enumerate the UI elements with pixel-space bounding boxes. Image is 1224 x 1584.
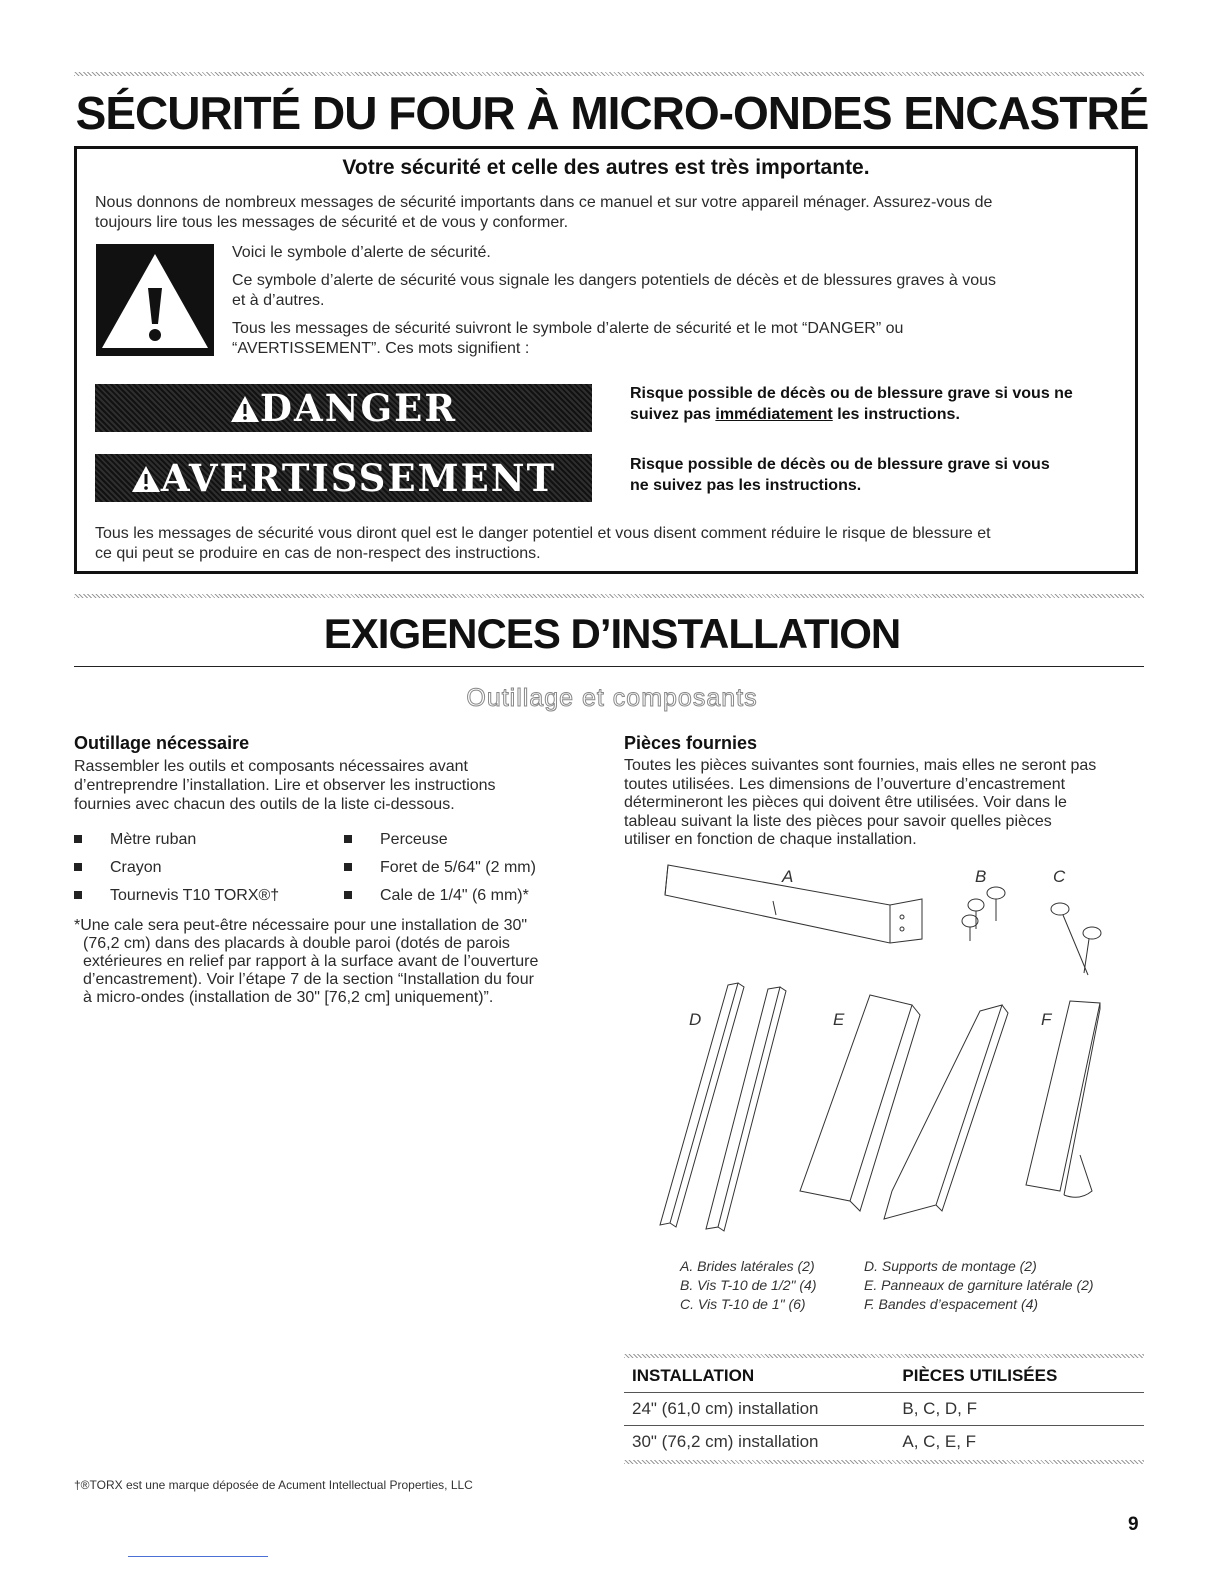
figure-letter-f: F: [1041, 1010, 1052, 1029]
list-item: [344, 826, 536, 854]
figure-letter-d: D: [689, 1010, 702, 1029]
table-cell: 24" (61,0 cm) installation: [624, 1393, 894, 1426]
safety-subtitle: Votre sécurité et celle des autres est très importante.: [342, 156, 870, 179]
parts-intro: [624, 757, 1096, 850]
symbol-desc-line2: et à d’autres.: [232, 292, 325, 309]
warning-desc-line1: Risque possible de décès ou de blessure grave si vous: [630, 456, 1050, 473]
tool-label: Tournevis T10 TORX®†: [110, 887, 280, 904]
safety-outro-line1: Tous les messages de sécurité vous diront quel est le danger potentiel et vous disent comment réduire le risque de blessure et: [95, 525, 991, 542]
list-item: [74, 882, 279, 910]
parts-heading: Pièces fournies: [624, 733, 758, 753]
trim-panels-drawing: [800, 995, 1008, 1219]
caption-line: F. Bandes d’espacement (4): [864, 1296, 1039, 1312]
figure-letter-e: E: [833, 1010, 845, 1029]
footnote-line: à micro-ondes (installation de 30" [76,2 cm] uniquement)”.: [83, 989, 494, 1006]
table-cell: 30" (76,2 cm) installation: [632, 1432, 819, 1451]
list-item: [344, 854, 536, 882]
table-bottom-rule: [624, 1460, 1144, 1464]
danger-banner: [95, 384, 592, 432]
install-subtitle: Outillage et composants: [466, 684, 758, 712]
mounting-supports-drawing: [660, 983, 786, 1231]
danger-desc-part1: suivez pas: [630, 406, 716, 423]
figure-letter-c: C: [1053, 867, 1066, 886]
table-top-rule: [624, 1354, 1144, 1358]
safety-intro-line1: Nous donnons de nombreux messages de sécurité importants dans ce manuel et sur votre appareil ménager. Assurez-vous de: [95, 194, 993, 211]
table-cell: B, C, D, F: [894, 1393, 1144, 1426]
shim-footnote: [74, 917, 538, 1007]
danger-desc-underlined: immédiatement: [715, 406, 833, 423]
symbol-line: Voici le symbole d’alerte de sécurité.: [232, 244, 491, 261]
footnote-line: d’encastrement). Voir l’étape 7 de la section “Installation du four: [83, 971, 534, 988]
safety-intro-line2: toujours lire tous les messages de sécurité et de vous y conformer.: [95, 214, 569, 231]
list-item: [344, 882, 536, 910]
table-row: [624, 1426, 1144, 1459]
list-item: [74, 826, 279, 854]
tools-list-left: [74, 826, 279, 910]
bullet-icon: [74, 891, 82, 899]
caption-line: E. Panneaux de garniture latérale (2): [864, 1277, 1094, 1293]
caption-line: D. Supports de montage (2): [864, 1258, 1037, 1274]
symbol-follow-line1: Tous les messages de sécurité suivront le symbole d’alerte de sécurité et le mot “DANGER” ou: [232, 320, 904, 337]
page-number: 9: [1128, 1514, 1139, 1535]
danger-desc-line2: [630, 405, 960, 424]
parts-table: [624, 1360, 1144, 1458]
figure-letter-a: A: [782, 867, 794, 886]
tools-intro-line: Rassembler les outils et composants nécessaires avant: [74, 758, 468, 775]
install-title-rule: [74, 666, 1144, 667]
tools-list-right: [344, 826, 536, 910]
bullet-icon: [344, 863, 352, 871]
danger-label: DANGER: [259, 386, 458, 430]
bullet-icon: [344, 835, 352, 843]
bullet-icon: [344, 891, 352, 899]
top-dotted-rule: [74, 72, 1144, 76]
caption-line: B. Vis T-10 de 1/2" (4): [680, 1277, 817, 1293]
tool-label: Crayon: [110, 859, 162, 876]
parts-intro-line: utiliser en fonction de chaque installation.: [624, 831, 917, 848]
parts-intro-line: détermineront les pièces qui doivent être utilisées. Voir dans le: [624, 794, 1067, 811]
table-header-row: [624, 1360, 1144, 1393]
tool-label: Foret de 5/64" (2 mm): [380, 859, 536, 876]
safety-title: SÉCURITÉ DU FOUR À MICRO-ONDES ENCASTRÉ: [75, 87, 1149, 139]
table-row: [624, 1393, 1144, 1426]
footnote-line: extérieures en relief par rapport à la surface avant de l’ouverture: [83, 953, 539, 970]
parts-intro-line: Toutes les pièces suivantes sont fournies, mais elles ne seront pas: [624, 757, 1097, 774]
warning-label: AVERTISSEMENT: [160, 456, 557, 500]
danger-desc-part2: les instructions.: [832, 406, 960, 423]
safety-alert-icon: [96, 244, 214, 356]
tools-intro: [74, 757, 496, 814]
install-title: EXIGENCES D’INSTALLATION: [323, 610, 901, 657]
tool-label: Mètre ruban: [110, 831, 197, 848]
danger-desc-line1: Risque possible de décès ou de blessure grave si vous ne: [630, 385, 1073, 402]
bullet-icon: [74, 863, 82, 871]
caption-line: A. Brides latérales (2): [680, 1258, 815, 1274]
safety-outro-line2: ce qui peut se produire en cas de non-respect des instructions.: [95, 545, 541, 562]
alert-triangle-icon: [131, 465, 161, 493]
short-screws-drawing: [962, 887, 1005, 941]
parts-illustration: [640, 855, 1120, 1255]
list-item: [74, 854, 279, 882]
caption-line: C. Vis T-10 de 1" (6): [680, 1296, 806, 1312]
symbol-follow-line2: “AVERTISSEMENT”. Ces mots signifient :: [232, 340, 530, 357]
bullet-icon: [74, 835, 82, 843]
footnote-line: *Une cale sera peut-être nécessaire pour une installation de 30": [74, 917, 528, 934]
bottom-link-rule: [128, 1556, 268, 1557]
table-cell: A, C, E, F: [902, 1432, 977, 1451]
table-header-cell: PIÈCES UTILISÉES: [894, 1360, 1144, 1393]
tool-label: Cale de 1/4" (6 mm)*: [380, 887, 529, 904]
captions-left: [680, 1257, 817, 1314]
tools-intro-line: fournies avec chacun des outils de la liste ci-dessous.: [74, 796, 455, 813]
alert-triangle-icon: [230, 395, 260, 423]
captions-right: [864, 1257, 1094, 1314]
figure-letter-b: B: [975, 867, 987, 886]
tools-intro-line: d’entreprendre l’installation. Lire et observer les instructions: [74, 777, 496, 794]
tools-heading: Outillage nécessaire: [74, 733, 250, 753]
tool-label: Perceuse: [380, 831, 448, 848]
table-header-cell: INSTALLATION: [624, 1360, 894, 1393]
mid-dotted-rule: [74, 594, 1144, 598]
parts-intro-line: toutes utilisées. Les dimensions de l’ouverture d’encastrement: [624, 775, 1066, 793]
parts-intro-line: tableau suivant la liste des pièces pour savoir quelles pièces: [624, 812, 1052, 830]
trademark-note: †®TORX est une marque déposée de Acument Intellectual Properties, LLC: [74, 1478, 473, 1492]
long-screws-drawing: [1051, 903, 1101, 975]
side-bracket-drawing: [665, 865, 922, 943]
symbol-desc-line1: Ce symbole d’alerte de sécurité vous signale les dangers potentiels de décès et de blessures graves à vous: [232, 272, 996, 289]
warning-desc-line2: ne suivez pas les instructions.: [630, 477, 862, 494]
footnote-line: (76,2 cm) dans des placards à double paroi (dotés de parois: [83, 935, 510, 952]
spacer-strips-drawing: [1026, 1001, 1100, 1197]
warning-banner: [95, 454, 592, 502]
